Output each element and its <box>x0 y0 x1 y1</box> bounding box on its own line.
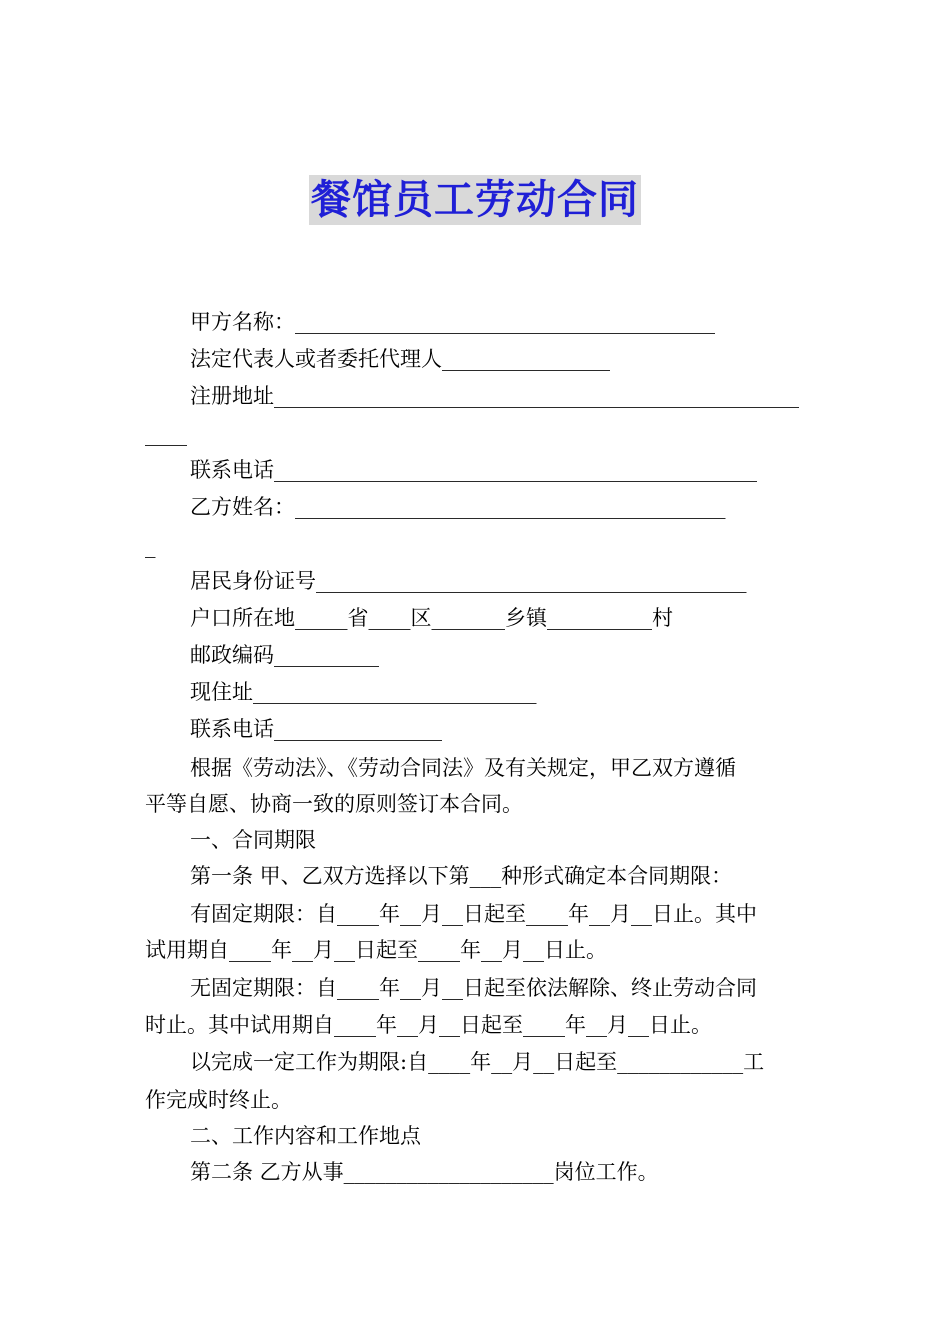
legal-representative-line: 法定代表人或者委托代理人________________ <box>190 347 610 371</box>
section-heading-work-content: 二、工作内容和工作地点 <box>190 1124 421 1148</box>
fixed-term-line-2: 试用期自____年__月__日起至____年__月__日止。 <box>145 938 607 962</box>
title-container <box>0 175 950 225</box>
article-2-line: 第二条 乙方从事____________________岗位工作。 <box>190 1160 659 1184</box>
postal-code-line: 邮政编码__________ <box>190 643 379 667</box>
task-term-line-1: 以完成一定工作为期限:自____年__月__日起至____________工 <box>190 1050 765 1074</box>
fixed-term-line-1: 有固定期限：自____年__月__日起至____年__月__日止。其中 <box>190 902 757 926</box>
registered-address-line: 注册地址__________________________________________________ <box>190 384 799 408</box>
task-term-line-2: 作完成时终止。 <box>145 1088 292 1112</box>
household-registration-line: 户口所在地_____省____区_______乡镇__________村 <box>190 606 673 630</box>
section-heading-contract-term: 一、合同期限 <box>190 828 316 852</box>
preamble-line-1: 根据《劳动法》、《劳动合同法》及有关规定，甲乙双方遵循 <box>190 756 736 780</box>
party-b-phone-line: 联系电话________________ <box>190 717 442 741</box>
article-1-line: 第一条 甲、乙双方选择以下第___种形式确定本合同期限： <box>190 864 733 888</box>
open-term-line-1: 无固定期限：自____年__月__日起至依法解除、终止劳动合同 <box>190 976 757 1000</box>
document-title: 餐馆员工劳动合同 <box>311 177 639 223</box>
party-b-name-line: 乙方姓名：_________________________________________ <box>190 495 726 519</box>
party-b-name-continuation: _ <box>145 534 156 558</box>
preamble-line-2: 平等自愿、协商一致的原则签订本合同。 <box>145 792 523 816</box>
party-a-name-line: 甲方名称：________________________________________ <box>190 310 715 334</box>
current-address-line: 现住址___________________________ <box>190 680 537 704</box>
open-term-line-2: 时止。其中试用期自____年__月__日起至____年__月__日止。 <box>145 1013 712 1037</box>
registered-address-continuation: ____ <box>145 422 187 446</box>
party-a-phone-line: 联系电话______________________________________________ <box>190 458 757 482</box>
id-number-line: 居民身份证号_________________________________________ <box>190 569 747 593</box>
